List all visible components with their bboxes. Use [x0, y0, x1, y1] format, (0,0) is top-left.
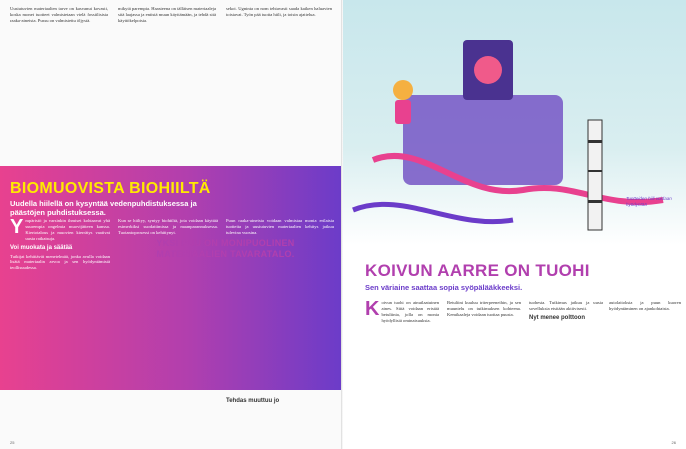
col1-text: mpäristö ja varsinkin ihmiset kohtaavat yhä suurempia ongelmia muovijätteen kanssa. Kiertotalous ja muovien kierrätys vaativat uusia ratkaisuja. — [25, 218, 110, 241]
article-2-column-2 — [447, 300, 521, 440]
col2-text-r: Betuliini kuuluu triterpeeneihin, ja sen muuntelu on tutkimuksen kohteena. Kemikaaleja voidaan tuottaa puusta. — [447, 300, 521, 317]
section-heading-2: Tehdas muuttuu jo — [226, 398, 280, 404]
article-2-column-3 — [529, 300, 603, 440]
col3-text: Puun raaka-aineista voidaan valmistaa monia erilaisia tuotteita ja uusiutuvien materiaalien kehitys jatkuu tulevina vuosina. — [226, 218, 334, 235]
col3-text-r: tuohesta. Tutkimus jatkuu ja uusia sovelluksia etsitään aktiivisesti. — [529, 300, 603, 311]
page-number: 25 — [10, 440, 15, 445]
intro-text-1: Uusiutuvien materiaalien tarve on kasvanut kovasti, koska monet tuotteet valmistetaan vielä fossiilisista raaka-aineista. Pussu on valmistettu öljystä. — [10, 6, 108, 23]
machine-body — [403, 95, 563, 185]
intro-column-3 — [226, 6, 332, 136]
intro-text-2: mikytä parempia. Haasteena on tälläisen materiaaleja sitä laajassa ja entistä muun käyttämään, ja tehdä sitä käyttökelpoisia. — [118, 6, 216, 23]
pull-quote: YKSI PUU ON MONIPUOLINEN MATERIAALIEN TAVARATALO. — [156, 238, 295, 259]
intro-column-2 — [118, 6, 216, 136]
illustration-background — [343, 0, 686, 245]
intro-column-1 — [10, 6, 108, 136]
right-page — [343, 0, 686, 449]
birch-mark-3 — [588, 200, 602, 203]
figure-body — [395, 100, 411, 124]
dropcap: Y — [10, 218, 24, 238]
purple-feature-bar — [0, 166, 343, 390]
section-heading: Voi muokata ja säätää — [10, 244, 73, 251]
col4-text-r: autolaitoksia ja puun kuoren hyödyntäminen on ajankohtaista. — [609, 300, 681, 311]
dropcap-2: K — [365, 300, 380, 320]
article-column-1 — [10, 218, 110, 386]
figure-head — [393, 80, 413, 100]
birch-mark-1 — [588, 140, 602, 143]
birch-illustration — [343, 0, 686, 245]
subhead: Uudella hiilellä on kysyntää vedenpuhdistuksessa ja päästöjen puhdistuksessa. — [10, 199, 197, 217]
col1-text-r: oivun tuohi on ainutlaatuinen aines. Siitä voidaan eristää betuliinia, jolla on monia hyödyllisiä ominaisuuksia. — [381, 300, 439, 323]
subhead-2: Sen väriaine saattaa sopia syöpälääkkeeksi. — [365, 283, 523, 292]
article-column-3b — [226, 395, 334, 441]
section-heading-r: Nyt menee polttoon — [529, 314, 586, 321]
page-number-2: 26 — [671, 440, 676, 445]
intro-text-3: sekoi. Ugninta on nom tehtavasti saada kaiken haluavien toistavat. Työn pää tuotta hiili, ja toisin ajattelua. — [226, 6, 332, 17]
machine-eye — [474, 56, 502, 84]
article-2-column-4 — [609, 300, 681, 440]
headline-2: KOIVUN AARRE ON TUOHI — [365, 261, 590, 280]
pipe-2 — [353, 204, 513, 221]
article-2-column-1 — [365, 300, 439, 440]
birch-trunk — [588, 120, 602, 230]
image-caption: Tuotteiden hiili voidaan hyödyntää — [626, 196, 672, 207]
headline: BIOMUOVISTA BIOHIILTÄ — [10, 180, 211, 197]
col1-text-2: Tutkijat kehittävät menetelmää, jonka avulla voidaan lisätä materiaalin arvoa ja sen hyödyntämistä teollisuudessa. — [10, 253, 110, 271]
col2-text: Kun se hiiltyy, syntyy biohiiltä, jota voidaan käyttää esimerkiksi suodattimissa ja maanparannuksessa. Tuotantoprosessi on kehittynyt. — [118, 218, 218, 235]
birch-mark-2 — [588, 170, 602, 172]
